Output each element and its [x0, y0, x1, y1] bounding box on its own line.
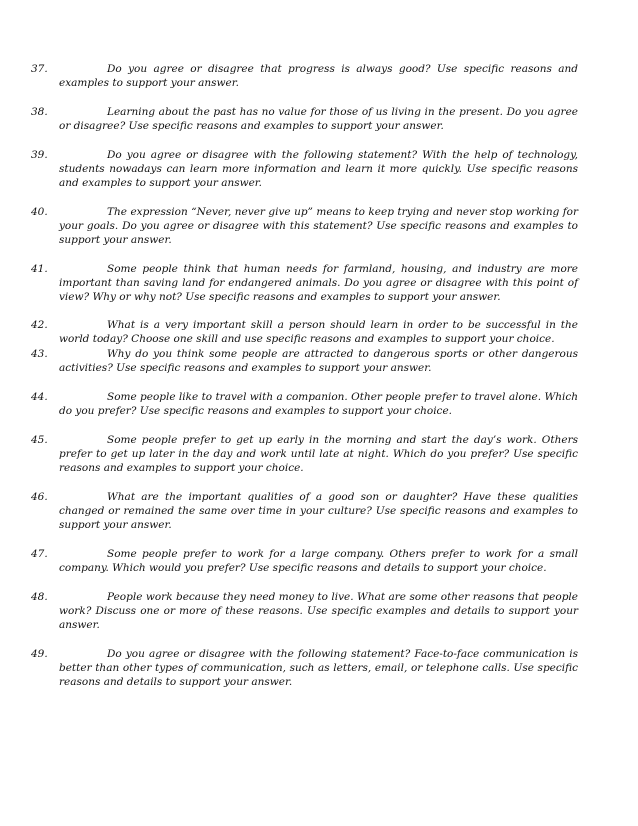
question-text: Some people prefer to work for a large company. Others prefer to work for a small company. Which would you prefer? Use specific reasons and details to support your choice.	[59, 548, 578, 574]
question-text: What are the important qualities of a good son or daughter? Have these qualities changed or remained the same over time in your culture? Use specific reasons and examples to support your answer.	[59, 491, 578, 531]
question-text: Do you agree or disagree that progress is always good? Use specific reasons and examples to support your answer.	[59, 63, 578, 89]
question-text: What is a very important skill a person should learn in order to be successful in the world today? Choose one skill and use specific reasons and examples to support your choice.	[59, 319, 578, 345]
question-number: 49.	[31, 648, 48, 660]
question-number: 43.	[31, 348, 48, 360]
question-text: Some people prefer to get up early in the morning and start the day’s work. Others prefer to get up later in the day and work until late at night. Which do you prefer? Use specific reasons and examples to support your choice.	[59, 434, 578, 474]
question-number: 44.	[31, 391, 48, 403]
question-text: Do you agree or disagree with the following statement? With the help of technology, students nowadays can learn more information and learn it more quickly. Use specific reasons and examples to support your answer.	[59, 149, 578, 189]
question-number: 42.	[31, 319, 48, 331]
question-text: People work because they need money to live. What are some other reasons that people work? Discuss one or more of these reasons. Use specific examples and details to support your answer.	[59, 591, 578, 631]
question-text: Some people like to travel with a companion. Other people prefer to travel alone. Which do you prefer? Use specific reasons and examples to support your choice.	[59, 391, 578, 417]
question-number: 39.	[31, 149, 48, 161]
question-number: 37.	[31, 63, 48, 75]
question-text: Why do you think some people are attracted to dangerous sports or other dangerous activities? Use specific reasons and examples to support your answer.	[59, 348, 578, 374]
question-text: Do you agree or disagree with the following statement? Face-to-face communication is better than other types of communication, such as letters, email, or telephone calls. Use specific reasons and details to support your answer.	[59, 648, 578, 688]
question-text: The expression “Never, never give up” means to keep trying and never stop working for your goals. Do you agree or disagree with this statement? Use specific reasons and examples to support your answer.	[59, 206, 578, 246]
question-text: Some people think that human needs for farmland, housing, and industry are more important than saving land for endangered animals. Do you agree or disagree with this point of view? Why or why not? Use specific reasons and examples to support your answer.	[59, 263, 578, 303]
question-text: Learning about the past has no value for those of us living in the present. Do you agree or disagree? Use specific reasons and examples to support your answer.	[59, 106, 578, 132]
question-number: 46.	[31, 491, 48, 503]
question-number: 41.	[31, 263, 48, 275]
question-number: 45.	[31, 434, 48, 446]
question-number: 48.	[31, 591, 48, 603]
question-number: 40.	[31, 206, 48, 218]
question-number: 38.	[31, 106, 48, 118]
question-number: 47.	[31, 548, 48, 560]
